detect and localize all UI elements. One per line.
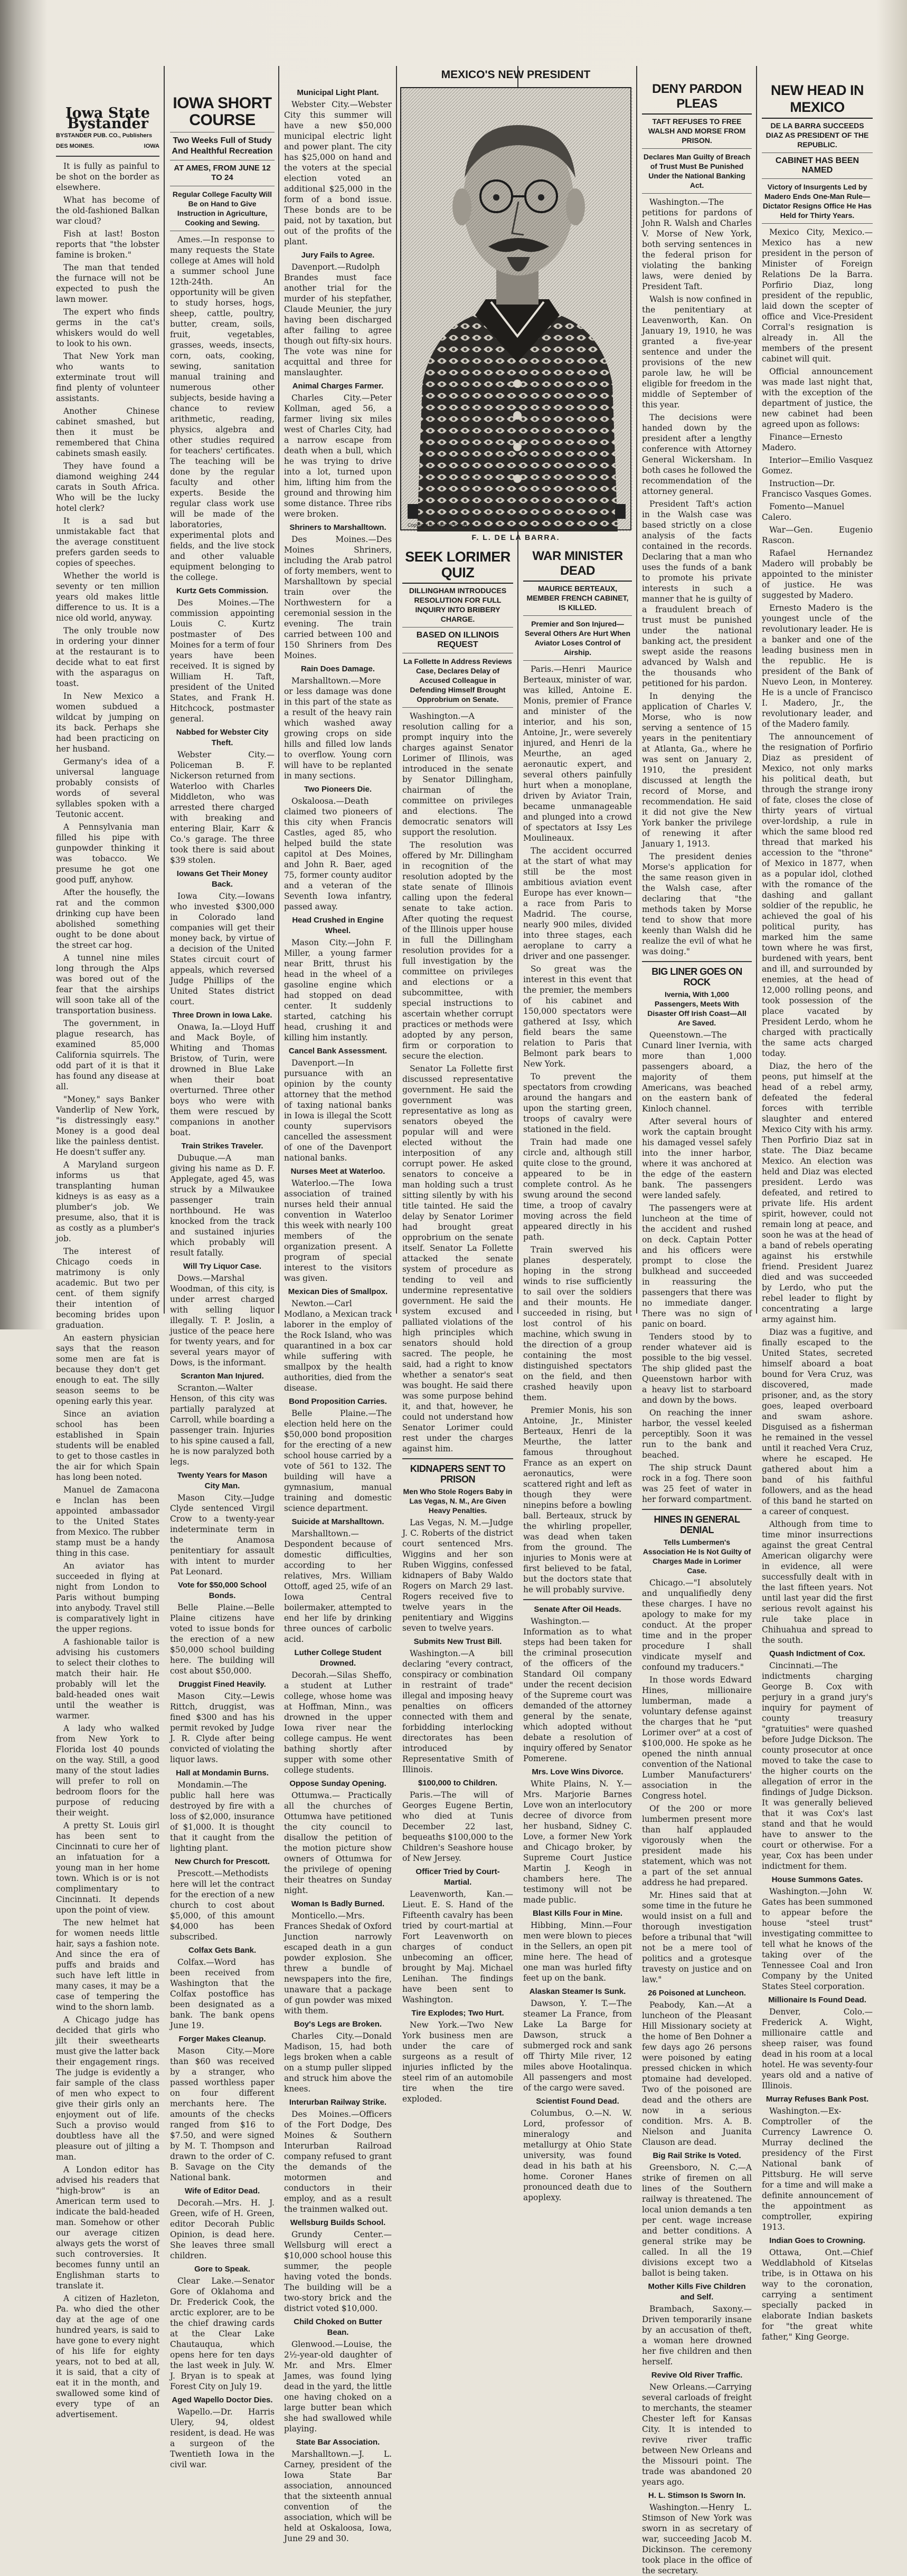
editorial-briefs-list [56, 161, 159, 2420]
editorial-brief: Fish at last! Boston reports that "the lobster famine is broken." [56, 229, 159, 260]
mexico-paragraph: Although from time to time minor insurrections against the great Central American oligarchy were in evidence, all were successfully dealt with in the last fifteen years. Not until last year did the first serious revolt against his rule take place in Chihuahua and spread to the south. [762, 1519, 873, 1645]
news-item-body: Mason City.—More than $60 was received by a stranger, who passed worthless paper on four different merchants here. The amounts of the checks ranged from $16 to $7.50, and were signed by M. T. Thompson and drawn to the order of C. B. Savage on the City National bank. [170, 2046, 275, 2182]
lorimer-paragraph: The resolution was offered by Mr. Dillingham in recognition of the resolution adopted by the state senate of Illinois calling upon the federal senate to take action. After quoting the request of the Illinois upper house in full the Dillingham resolution provides for a full investigation by the committee on privileges and elections or a subcommittee, with special instructions to ascertain whether corrupt practices or methods were adopted by any person, firm or corporation to secure the election. [402, 840, 513, 1061]
news-item-title: Indian Goes to Crowning. [769, 2236, 865, 2245]
deck-taft-refuses: TAFT REFUSES TO FREE WALSH AND MORSE FROM PRISON. [648, 117, 746, 145]
news-item-title: Colfax Gets Bank. [188, 1946, 257, 1955]
pardon-paragraph: Walsh is now confined in the penitentiary at Leavenworth, Kan. On January 19, 1910, he was granted a five-year sentence and under the provisions of the new parole law, he will be eligible for freedom in the middle of September of this year. [642, 294, 752, 410]
news-item-title: Nabbed for Webster City Theft. [176, 728, 269, 747]
war-paragraph: Train swerved his planes desperately, hoping in the strong winds to rise sufficiently to sail over the soldiers and their mounts. He succeeded in rising, but lost control of his machine, which swung in the direction of a group containing the most distinguished spectators on the field, and then crashed heavily upon them. [523, 1245, 632, 1402]
news-item-title: Three Drown in Iowa Lake. [172, 1011, 272, 1020]
news-item-body: Scranton.—Walter Henson, of this city was partially paralyzed at Carroll, while boarding a passenger train. Injuries to his spine caused a fall, he is now paralyzed both legs. [170, 1383, 275, 1467]
liner-paragraph: The ship struck Daunt rock in a fog. There soon was 25 feet of water in her forward compartment. [642, 1463, 752, 1504]
masthead-publisher-row [56, 130, 159, 141]
mexico-paragraph: Diaz, the hero of the peons, put himself at the head of a rebel army, defeated the federal forces with terrible slaughter and entered Mexico City with his army. Then Porfirio Diaz sat in state. The Diaz became Mexico. An election was held and Diaz was elected president. Lerdo was defeated, and retired to private life. His ardent spirit, however, could not remain long at peace, and soon he was at the head of a band of rebels operating against his erstwhile friend. President Juarez died and was succeeded by Lerdo, who put the rebel leader to flight by concentrating a large army against him. [762, 1061, 873, 1324]
news-item-body: Charles City.—Peter Kollman, aged 56, a farmer living six miles west of Charles City, had a narrow escape from death when a bull, which he was trying to drive into a lot, turned upon him, lifting him from the ground and throwing him some distance. Three ribs were broken. [284, 393, 392, 519]
liner-paragraph: On reaching the inner harbor, the vessel keeled perceptibly. Soon it was run to the bank and beached. [642, 1408, 752, 1460]
news-item-title: Alaskan Steamer Is Sunk. [529, 1987, 626, 1996]
news-item-body: Mason City.—John F. Miller, a young farmer near Britt, thrust his head in the wheel of a gasoline engine which had stopped on dead center. It suddenly started, catching his head, crushing it and killing him instantly. [284, 938, 392, 1042]
headline-new-head-mexico: NEW HEAD IN MEXICO [762, 82, 873, 119]
news-item-title: Two Pioneers Die. [304, 785, 372, 794]
news-item-body: Monticello.—Mrs. Frances Shedak of Oxford Junction narrowly escaped death in a gun powder explosion. She threw a bundle of newspapers into the fire, unaware that a package of gun powder was mixed with them. [284, 1911, 392, 2016]
editorial-brief: Manuel de Zamacona e Inclan has been appointed ambassador to the United States from Mexico. The rubber stamp must be a handy thing in this case. [56, 1485, 159, 1558]
editorial-brief: It is a sad but unmistakable fact that the average constituent prefers garden seeds to copies of speeches. [56, 516, 159, 568]
news-item-body: Waterloo.—The Iowa association of trained nurses held their annual convention in Waterloo this week with nearly 100 members of the organization present. A program of special interest to the visitors was given. [284, 1178, 392, 1283]
news-item-title: Aged Wapello Doctor Dies. [172, 2396, 273, 2404]
news-item-body: Des Moines.—Officers of the Fort Dodge, Des Moines & Southern Interurban Railroad company refused to grant the demands of the motormen and conductors in their employ, and as a result the trainmen walked out. [284, 2109, 392, 2214]
editorial-brief: The expert who finds germs in the cat's whiskers would do well to look to his own. [56, 307, 159, 348]
news-item-title: Suicide at Marshalltown. [291, 1517, 384, 1526]
editorial-brief: "Money," says Banker Vanderlip of New York, "is distressingly easy." Money is a good deal like the painless dentist. He doesn't suffer any. [56, 1095, 159, 1157]
news-item-body: Decorah.—Mrs. H. J. Green, wife of H. Green, editor Decorah Public Opinion, is dead here. She leaves three small children. [170, 2198, 275, 2260]
news-item-title: 26 Poisoned at Luncheon. [648, 1989, 746, 1998]
mexico-paragraph: Official announcement was made last night that, with the exception of the department of justice, the new cabinet had been agreed upon as follows: [762, 367, 873, 429]
editorial-brief: Another Chinese cabinet smashed, but then it must be remembered that China cabinets smash easily. [56, 406, 159, 458]
deck-premier-injured: Premier and Son Injured—Several Others Are Hurt When Aviator Loses Control of Airship. [524, 620, 631, 657]
war-paragraph: The accident occurred at the start of what may still be the most ambitious aviation event Europe has ever known—a race from Paris to Madrid. The course, nearly 900 miles, divided into three stages, each aeroplane to carry a driver and one passenger. [523, 846, 632, 961]
news-item-title: Twenty Years for Mason City Man. [177, 1471, 268, 1490]
news-item-body: Dubuque.—A man giving his name as D. F. Applegate, aged 45, was struck by a Milwaukee passenger train northbound. He was knocked from the track and sustained injuries which probably will result fatally. [170, 1153, 275, 1258]
column-lorimer [399, 549, 516, 2104]
war-paragraph: To prevent the spectators from crowding around the hangars and upon the starting green, troops of cavalry were stationed in the field. [523, 1072, 632, 1134]
column-editorial-briefs [53, 105, 163, 2419]
editorial-brief: A Maryland surgeon informs us that transplanting human kidneys is as easy as a plumber's job. We presume, also, that it is as costly as a plumber's job. [56, 1160, 159, 1243]
war-paragraph: So great was the interest in this event that the premier, the members of his cabinet and 150,000 spectators were gathered at Issy, which field bears the same relation to Paris that Belmont park bears to New York. [523, 964, 632, 1069]
hines-story [642, 1577, 752, 1985]
editorial-brief: That New York man who wants to exterminate trout will find plenty of volunteer assistants. [56, 351, 159, 403]
news-item-title: Woman Is Badly Burned. [291, 1899, 385, 1908]
hines-paragraph: Chicago.—"I absolutely and unqualifiedly deny these charges. I have no apology to make for my conduct. At the proper time and in the proper procedure I shall vindicate myself and confound my traducers." [642, 1578, 752, 1672]
news-item-body: Oskaloosa.—Death claimed two pioneers of this city when Francis Castles, aged 85, who helped build the state capitol at Des Moines, and John R. Baer, aged 75, former county auditor and a veteran of the Seventh Iowa infantry, passed away. [284, 796, 392, 911]
mexico-paragraph: Interior—Emilio Vasquez Gomez. [762, 455, 873, 476]
war-paragraph: Paris.—Henri Maurice Berteaux, minister of war, was killed, Antoine E. Monis, premier of France and minister of the interior, and his son, Antoine, Jr., were severely injured, and Henri de la Meurthe, an aged aeronautic expert, and several others painfully hurt when a monoplane, driven by Aviator Train, became unmanageable and plunged into a crowd of spectators at Issy Les Moulineaux. [523, 664, 632, 843]
column-pardon [639, 82, 755, 2575]
news-item-body: Webster City.—Webster City this summer will have a new $50,000 municipal electric light and power plant. The city has $25,000 on hand and the voters at the special election voted an additional $25,000 in the form of a bond issue. These bonds are to be paid, not by taxation, but out of the profits of the plant. [284, 100, 392, 246]
news-item-body: Washington.—A bill declaring "every contract, conspiracy or combination in restraint of trade" illegal and imposing heavy penalties on officers connected with them and forbidding interlocking directorates has been introduced by Representative Smith of Illinois. [402, 1649, 513, 1774]
column-6-briefs [642, 1988, 752, 2576]
news-item-body: Belle Plaine.—The election held here on the $50,000 bond proposition for the erecting of a new school house carried by a vote of 561 to 132. The building will have a gymnasium, manual training and domestic science department. [284, 1409, 392, 1513]
news-item-body: Dows.—Marshal Woodman, of this city, is under arrest charged with selling liquor illegally. T. P. Joslin, a justice of the peace here for twenty years, and for several years mayor of Dows, is the informant. [170, 1273, 275, 1367]
hines-paragraph: In those words Edward Hines, millionaire lumberman, made a voluntary defense against the charges that he "put Lorimer over" at a cost of $100,000. He spoke as he opened the ninth annual convention of the National Lumber Manufacturers' association in the Congress hotel. [642, 1675, 752, 1801]
lorimer-paragraph: Senator La Follette first discussed representative government. He said the government was representative as long as senators obeyed the popular will and were elected without the interposition of any corrupt power. He asked senators to conceive a man holding such a trust sitting silently by with his title tainted. He said the delay by Senator Lorimer had brought great opprobrium on the senate itself. Senator La Follette attacked the senate system of procedure as tending to veil and undermine representative government. He said the system excused and palliated violations of the high principles which senators should hold sacred. The people, he said, had a right to know whether a senator's seat was bought. He said there was some purpose behind it, and that, however, he could not understand how Senator Lorimer could rest under the charges against him. [402, 1064, 513, 1453]
news-item-title: Mrs. Love Wins Divorce. [532, 1767, 623, 1776]
news-item-title: House Summons Gates. [771, 1875, 863, 1884]
news-item-title: Murray Refuses Bank Post. [766, 2095, 869, 2104]
news-item-title: Hall at Mondamin Burns. [176, 1769, 269, 1777]
editorial-brief: After the housefly, the rat and the common drinking cup have been abolished something ought to be done about the street car hog. [56, 888, 159, 950]
news-item-title: Big Rail Strike Is Voted. [653, 2151, 741, 2160]
lorimer-story [402, 711, 513, 1454]
editorial-brief: Since an aviation school has been established in Spain students will be enabled to get to those castles in the air for which Spain has long been noted. [56, 1409, 159, 1482]
news-item-body: Mason City.—Judge Clyde sentenced Virgil Crow to a twenty-year indeterminate term in the Anamosa penitentiary for assault with intent to murder Pat Leonard. [170, 1493, 275, 1576]
deck-dillingham: DILLINGHAM INTRODUCES RESOLUTION FOR FULL INQUIRY INTO BRIBERY CHARGE. [409, 586, 507, 623]
deck-de-la-barra: DE LA BARRA SUCCEEDS DIAZ AS PRESIDENT OF THE REPUBLIC. [766, 121, 869, 149]
news-item-body: Greensboro, N. C.—A strike of firemen on all lines of the Southern railway is threatened. The local union demands a ten per cent. wage increase and better conditions. A general strike may be called. In all the 19 divisions except two a ballot is being taken. [642, 2163, 752, 2278]
news-item-body: Washington.—Henry L. Stimson of New York was sworn in as secretary of war, succeeding Jacob M. Dickinson. The ceremony took place in the office of the secretary. [642, 2503, 752, 2575]
editorial-brief: They have found a diamond weighing 244 carats in South Africa. Who will be the lucky hotel clerk? [56, 461, 159, 513]
pardon-paragraph: Washington.—The petitions for pardons of John R. Walsh and Charles V. Morse of New York, both serving sentences in the federal prison for violating the banking laws, were denied by President Taft. [642, 197, 752, 291]
headline-iowa-short-course: IOWA SHORT COURSE [173, 94, 272, 129]
news-item-title: Tire Explodes; Two Hurt. [411, 2009, 504, 2018]
news-item-body: Davenport.—Rudolph Brandes must face another trial for the murder of his stepfather, Claude Meunier, the jury having been discharged after failing to agree though out fifty-six hours. The vote was nine for acquittal and three for manslaughter. [284, 262, 392, 377]
news-item-title: Senate After Oil Heads. [534, 1605, 621, 1614]
news-item-body: Decorah.—Silas Sheffo, a student at Luther college, whose home was at Hoffman, Minn., was drowned in the upper Iowa river near the college campus. He went bathing shortly after supper with some other college students. [284, 1670, 392, 1775]
news-item-title: Forger Makes Cleanup. [178, 2035, 266, 2043]
editorial-brief: It is fully as painful to be shot on the border as elsewhere. [56, 161, 159, 192]
news-item-title: H. L. Stimson Is Sworn In. [648, 2491, 746, 2500]
news-item-body: Hibbing, Minn.—Four men were blown to pieces in the Sellers, an open pit mine here. The head of one man was hurled fifty feet up on the bank. [523, 1921, 632, 1983]
news-item-title: Vote for $50,000 School Bonds. [177, 1581, 267, 1600]
news-item-body: Grundy Center.—Wellsburg will erect a $10,000 school house this summer, the people having voted the bonds. The building will be a two-story brick and the district voted $10,000. [284, 2230, 392, 2313]
news-item-body: Charles City.—Donald Madison, 15, had both legs broken when a cable on a stump puller slipped and struck him above the knees. [284, 2031, 392, 2094]
news-item-title: Luther College Student Drowned. [294, 1648, 382, 1668]
news-item-body: Des Moines.—Des Moines Shriners, including the Arab patrol of forty members, went to Marshalltown by special train over the Northwestern for a ceremonial session in the evening. The train carried between 100 and 150 Shriners from Des Moines. [284, 535, 392, 660]
news-item-title: Druggist Fined Heavily. [178, 1680, 266, 1689]
news-item-title: Cancel Bank Assessment. [288, 1047, 388, 1056]
editorial-brief: A citizen of Hazleton, Pa. who died the other day at the age of one hundred years, is said to have gone to every night of his life for eighty years, not to bed at all, it is said, that a city of eat it in the month, and swallowed some kind of every type of an advertisement. [56, 2294, 159, 2419]
column-rule [756, 66, 757, 1314]
news-item-body: New York.—Two New York business men are under the care of surgeons as a result of injuries inflicted by the steel rim of an automobile tire when the tire exploded. [402, 2020, 513, 2104]
war-paragraph: Premier Monis, his son Antoine, Jr., Minister Berteaux, Henri de la Meurthe, the latter famous throughout France as an expert on aeronautics, were scattered right and left as though they were ninepins before a bowling ball. Berteaux, struck by the whirling propeller, was dead when taken from the ground. The injuries to Monis were at first believed to be fatal, but the doctors state that he will probably survive. [523, 1405, 632, 1594]
news-item-body: Glenwood.—Louise, the 2½-year-old daughter of Mr. and Mrs. Elmer James, was found lying dead in the yard, the little one having choked on a large butter bean which she had swallowed while playing. [284, 2340, 392, 2434]
lorimer-paragraph: Washington.—A resolution calling for a prompt inquiry into the charges against Senator Lorimer of Illinois, was introduced in the senate by Senator Dillingham, chairman of the committee on privileges and elections. The democratic senators will support the resolution. [402, 711, 513, 837]
news-item-title: Revive Old River Traffic. [651, 2371, 743, 2380]
column-rule [164, 66, 165, 1314]
mexico-paragraph: Diaz was a fugitive, and finally escaped to the United States, secreted himself aboard a boat bound for Vera Cruz, was discovered, made prisoner, and, as the story goes, leaped overboard and swam ashore. Disguised as a fisherman he remained in the vessel until it reached Vera Cruz, where he escaped. He gathered about him a band of his faithful followers, and as the head of this band he started on a career of conquest. [762, 1327, 873, 1516]
news-item-title: Mexican Dies of Smallpox. [288, 1287, 388, 1296]
news-item-body: Columbus, O.—N. W. Lord, professor of mineralogy and metallurgy at Ohio State university, was found dead in his bath at his home. Coroner Hanes pronounced death due to apoplexy. [523, 2108, 632, 2202]
iowa-short-course-lead: Ames.—In response to many requests the State college at Ames will hold a summer school June 12th-24th. An opportunity will be given to study horses, hogs, sheep, cattle, poultry, butter, cream, soils, fruit, vegetables, grasses, weeds, insects, corn, oats, cooking, sewing, sanitation manual training and numerous other subjects, beside having a chance to review arithmetic, reading, physics, algebra and other studies required for teachers' certificates. The teaching will be done by the regular faculty and other experts. Beside the regular class work use will be made of the laboratories, experimental plots and fields, and the live stock and other valuable equipment belonging to the college. [170, 235, 275, 582]
pardon-paragraph: In denying the application of Charles V. Morse, who is now serving a sentence of 15 years in the penitentiary at Atlanta, Ga., where he was sent on January 2, 1910, the president discussed at length the record of Morse, and recommendation. He said it did not give the New York banker the privilege of renewing it after January 1, 1913. [642, 691, 752, 849]
kidnapers-story: Las Vegas, N. M.—Judge J. C. Roberts of the district court sentenced Mrs. Wiggins and her son Ruben Wiggins, confessed kidnapers of Baby Waldo Rogers on March 29 last. Rogers received five to twelve years in the penitentiary and Wiggins seven to twelve years. [402, 1518, 513, 1633]
mexico-paragraph: Fomento—Manuel Calero. [762, 502, 845, 522]
news-item-body: Belle Plaine.—Belle Plaine citizens have voted to issue bonds for the erection of a new $50,000 school building here. The building will cost about $50,000. [170, 1603, 275, 1676]
news-item-title: Wellsburg Builds School. [290, 2218, 386, 2227]
news-item-body: Cincinnati.—The indictments charging George B. Cox with perjury in a grand jury's inquiry for payment of county treasury "gratuities" were quashed before Judge Dickson. The county prosecutor at once moved to take the case to the higher courts on the allegation of error in the findings of Judge Dickson. It was generally believed that it was Cox's last stand and that he would have to answer to the court or otherwise. For a year, Cox has been under indictment for them. [762, 1661, 873, 1871]
editorial-brief: A pretty St. Louis girl has been sent to Cincinnati to cure her of an infatuation for a young man in her home town. Which is or is not complimentary to Cincinnati. It depends upon the point of view. [56, 1821, 159, 1915]
news-item-body: Washington.—John W. Gates has been summoned to appear before the house "steel trust" investigating committee to tell what he knows of the taking over of the Tennessee Coal and Iron Company by the United States Steel corporation. [762, 1887, 873, 1991]
photo-credit: Copyright by Harris & Ewing [408, 522, 467, 528]
headline-deny-pardon-pleas: DENY PARDON PLEAS [642, 82, 752, 115]
news-item-body: Davenport.—In pursuance with an opinion by the county attorney that the method of taxing national banks in Iowa is illegal the Scott county supervisors cancelled the assessment of one of the Davenport national banks. [284, 1058, 392, 1163]
news-item-title: Head Crushed in Engine Wheel. [292, 916, 384, 935]
news-item-title: Oppose Sunday Opening. [289, 1779, 386, 1788]
news-item-body: Paris.—The will of Georges Eugene Bertin, who died at Tunis December 22 last, bequeaths $100,000 to the Children's Seashore house of New Jersey. [402, 1790, 513, 1863]
news-item-title: Nurses Meet at Waterloo. [290, 1167, 385, 1176]
deck-cabinet-named: CABINET HAS BEEN NAMED [775, 156, 859, 175]
editorial-brief: An aviator has succeeded in flying at night from London to Paris without bumping into anybody. Travel still is comparatively light in the upper regions. [56, 1561, 159, 1634]
news-item-title: Boy's Legs are Broken. [294, 2020, 382, 2029]
deck-iowa-short-course: Two Weeks Full of Study And Healthful Recreation [172, 136, 273, 156]
news-item-title: Will Try Liquor Case. [183, 1262, 262, 1271]
news-item-title: Municipal Light Plant. [297, 88, 379, 97]
editorial-brief: The man that tended the furnace will not be expected to push the lawn mower. [56, 263, 159, 304]
news-item-title: Child Choked on Butter Bean. [294, 2317, 382, 2337]
pardon-paragraph: President Taft's action in the Walsh case was based strictly on a close analysis of the facts contained in the records. Declaring that a man who uses the funds of a bank to promote his private interests in such a manner that he is guilty of a fraudulent breach of trust must be punished under the national banking act, the president swept aside the reasons advanced by Walsh and the thousands who petitioned for his pardon. [642, 499, 752, 688]
editorial-brief: A Pennsylvania man filled his pipe with gunpowder thinking it was tobacco. We presume he got one good puff, anyhow. [56, 822, 159, 885]
masthead-location-row [56, 141, 159, 151]
editorial-brief: The only trouble now in ordering your dinner at the restaurant is to decide what to eat first with the asparagus on toast. [56, 626, 159, 688]
news-item-body: Iowa City.—Iowans who invested $300,000 in Colorado land companies will get their money back, by virtue of a decision of the United States circuit court of appeals, which reversed Judge Phillips of the United States district court. [170, 891, 275, 1006]
mexico-paragraph: War—Gen. Eugenio Rascon. [762, 525, 873, 545]
news-item-title: Submits New Trust Bill. [413, 1637, 502, 1646]
news-item-title: Millionaire Is Found Dead. [768, 1995, 866, 2004]
news-item-title: Train Strikes Traveler. [181, 1142, 263, 1151]
hines-paragraph: Mr. Hines said that at some time in the future he would insist on a full and thorough investigation before a tribunal that "will not be a mere tool of politics and a grotesque travesty on justice and on law." [642, 1890, 752, 1984]
news-item-body: Wapello.—Dr. Harris Ulery, 94, oldest resident, is dead. He was a surgeon of the Twentieth Iowa in the civil war. [170, 2407, 275, 2469]
news-item-title: Bond Proposition Carries. [289, 1397, 387, 1406]
headline-big-liner: BIG LINER GOES ON ROCK [651, 966, 742, 987]
editorial-brief: In New Mexico a women subdued a wildcat by jumping on its back. Perhaps she had been practicing on her husband. [56, 691, 159, 754]
headline-seek-lorimer-quiz: SEEK LORIMER QUIZ [402, 549, 513, 584]
mexico-paragraph: Mexico City, Mexico.—Mexico has a new president in the person of Minister of Foreign Relations De la Barra. Porfirio Diaz, long president of the republic, laid down the scepter of office and Vice-President Corral's resignation is already in. All the members of the present cabinet will quit. [762, 227, 873, 364]
column-5-briefs [523, 1604, 632, 2203]
editorial-brief: The government, in plague research, has examined 85,000 California squirrels. The odd part of it is that it has found any disease at all. [56, 1019, 159, 1091]
deck-la-follette: La Follette In Address Reviews Case, Declares Delay of Accused Colleague in Defending Himself Brought Opprobrium on Senate. [403, 657, 512, 704]
news-item-body: White Plains, N. Y.—Mrs. Marjorie Barnes Love won an interlocutory decree of divorce from her husband, Sidney C. Love, a former New York and Chicago broker, by Supreme Court Justice Martin J. Keogh in chambers here. The testimony will not be made public. [523, 1779, 632, 1905]
column-rule [396, 66, 397, 1314]
news-item-title: New Church for Prescott. [174, 1857, 270, 1866]
mexico-paragraph: Finance—Ernesto Madero. [762, 432, 843, 452]
news-item-body: Marshalltown.—Despondent because of domestic difficulties, according to her relatives, Mrs. William Ottoff, aged 25, wife of an Iowa Central boilermaker, attempted to end her life by drinking three ounces of carbolic acid. [284, 1529, 392, 1644]
editorial-brief: A fashionable tailor is advising his customers to select their clothes to match their hair. He probably will let the bald-headed ones wait until the weather is warmer. [56, 1637, 159, 1720]
masthead-publisher: BYSTANDER PUB. CO., Publishers [56, 132, 152, 139]
mexico-story [762, 227, 873, 1646]
war-minister-story [523, 664, 632, 1595]
news-item-body: Clear Lake.—Senator Gore of Oklahoma and Dr. Frederick Cook, the arctic explorer, are to be the chief drawing cards at the Clear Lake Chautauqua, which opens here for ten days the last week in July. W. J. Bryan is to speak at Forest City on July 19. [170, 2276, 275, 2391]
deck-lumbermen: Tells Lumbermen's Association He Is Not Guilty of Charges Made in Lorimer Case. [643, 1538, 751, 1575]
pardon-paragraph: The decisions were handed down by the president after a lengthy conference with Attorney General Wickersham. In both cases he followed the recommendation of the attorney general. [642, 413, 752, 496]
news-item-title: Blast Kills Four in Mine. [532, 1909, 623, 1918]
news-item-title: Mother Kills Five Children and Self. [648, 2282, 746, 2302]
portrait-de-la-barra [400, 87, 631, 530]
headline-kidnapers: KIDNAPERS SENT TO PRISON [410, 1463, 506, 1485]
deck-berteaux: MAURICE BERTEAUX, MEMBER FRENCH CABINET, IS KILLED. [526, 584, 629, 612]
editorial-brief: What has become of the old-fashioned Balkan war cloud? [56, 195, 159, 226]
photo-caption: F. L. DE LA BARRA. [471, 533, 560, 541]
column-war-minister [520, 549, 635, 2202]
news-item-title: Officer Tried by Court-Martial. [415, 1867, 500, 1887]
news-item-title: Kurtz Gets Commission. [176, 586, 269, 595]
news-item-title: Scientist Found Dead. [536, 2097, 619, 2106]
editorial-brief: The interest of Chicago coeds in matrimony is only academic. But two per cent. of them signify their intention of becoming brides upon graduation. [56, 1247, 159, 1330]
deck-college-faculty: Regular College Faculty Will Be on Hand to Give Instruction in Agriculture, Cooking and Sewing. [172, 190, 272, 227]
news-item-body: Brambach, Saxony.—Driven temporarily insane by an accusation of theft, a woman here drowned her five children and then herself. [642, 2304, 752, 2366]
deck-breach-of-trust: Declares Man Guilty of Breach of Trust Must Be Punished Under the National Banking Act. [643, 153, 751, 189]
liner-story [642, 1030, 752, 1505]
iowa-news-items-2 [284, 88, 392, 2544]
news-item-title: Shriners to Marshalltown. [289, 523, 386, 532]
editorial-brief: A London editor has advised his readers that "high-brow" is an American term used to indicate the bald-headed man. Somehow or other our average citizen always gets the worst of such controversies. It becomes funny until an Englishman starts to translate it. [56, 2165, 159, 2290]
news-item-body: New Orleans.—Carrying several carloads of freight to merchants, the steamer Chester left for Kansas City. It is intended to revive river traffic between New Orleans and the Missouri point. The trade was abandoned 20 years ago. [642, 2382, 752, 2487]
news-item-body: Dawson, Y. T.—The steamer La France, from Lake La Barge for Dawson, struck a submerged rock and sank off Thirty Mile river, 12 miles above Hootalinqua. All passengers and most of the cargo were saved. [523, 1999, 632, 2093]
column-mexico [759, 82, 876, 2342]
news-item-body: Washington.—Ex-Comptroller of the Currency Lawrence O. Murray declined the presidency of the First National bank of Pittsburg. He will serve for a time and will make a definite announcement of the appointment as comptroller, expiring 1913. [762, 2106, 873, 2232]
pardon-story [642, 197, 752, 957]
news-item-title: Wife of Editor Dead. [184, 2187, 260, 2195]
mexico-paragraph: Ernesto Madero is the youngest uncle of the revolutionary leader. He is a banker and one of the leading business men in the republic. He is president of the Bank of Nuevo Leon, in Monterey. He is a uncle of Francisco I. Madero, Jr., the revolutionary leader, and of the Madero family. [762, 603, 873, 729]
news-item-body: Webster City.—Policeman B. F. Nickerson returned from Waterloo with Charles Middleton, who was arrested there charged with breaking and entering Blair, Karr & Co.'s garage. The three took there is said about $39 stolen. [170, 750, 275, 865]
iowa-news-items [170, 586, 275, 2470]
portrait-illustration [401, 88, 632, 531]
masthead [56, 105, 159, 157]
news-item-body: Marshalltown.—More or less damage was done in this part of the state as a result of the heavy rain which washed away growing crops on side hills and filled low lands to overflow. Young corn will have to be replanted in many sections. [284, 676, 392, 781]
news-item-title: Iowans Get Their Money Back. [176, 869, 268, 889]
column-iowa-news-2 [281, 84, 395, 2543]
column-4-briefs [402, 1637, 513, 2104]
news-item-title: Quash Indictment of Cox. [769, 1649, 865, 1658]
deck-kidnapers: Men Who Stole Rogers Baby in Las Vegas, N. M., Are Given Heavy Penalties. [403, 1487, 513, 1515]
pardon-paragraph: The president denies Morse's application for the same reason given in the Walsh case, after declaring that "the methods taken by Morse tend to show that more keenly than Walsh did he realize the evil of what he was doing." [642, 852, 752, 956]
mexico-paragraph: Instruction—Dr. Francisco Vasques Gomes. [762, 479, 872, 499]
headline-hines-denial: HINES IN GENERAL DENIAL [654, 1514, 740, 1535]
news-item-body: Colfax.—Word has been received from Washington that the Colfax postoffice has been designated as a bank. The bank opens June 19. [170, 1957, 275, 2030]
column-7-briefs [762, 1649, 873, 2342]
news-item-title: Rain Does Damage. [300, 664, 375, 673]
mexico-paragraph: The announcement of the resignation of Porfirio Diaz as president of Mexico, not only marks his political death, but through the strange irony of fate, closes the close of thirty years of virtual over-lordship, a rule in which the same blood red thread that marked his accession to the "throne" of Mexico in 1877, when as a popular idol, clothed with the romance of the dashing and gallant soldier of the republic, he achieved the goal of his political purity, has marked him the same town where he was first, burdened with years, bent and ill, and surrounded by enemies, at the head of 12,000 rolling peons, and took possession of the place vacated by President Lerdo, whom he charged with practically the same acts charged today. [762, 732, 873, 1058]
news-item-body: Denver, Colo.—Frederick A. Wight, millionaire cattle and sheep raiser, was found dead in his room at a local hotel. He was seventy-four years old and a native of Illinois. [762, 2007, 873, 2090]
editorial-brief: The new helmet hat for women needs little hair, says a fashion note. And since the era of puffs and braids and such have left little in many cases, it may be a case of tempering the wind to the shorn lamb. [56, 1918, 159, 2012]
news-item-title: Animal Charges Farmer. [292, 382, 384, 391]
news-item-body: Des Moines.—The commission appointing Louis C. Kurtz postmaster of Des Moines for a term of four years have been received. It is signed by William H. Taft, president of the United States, and Frank H. Hitchcock, postmaster general. [170, 598, 275, 724]
column-iowa-news [167, 94, 278, 2469]
liner-paragraph: Queenstown.—The Cunard liner Ivernia, with more than 1,000 passengers aboard, a majority of them Americans, was beached on the eastern bank of Kinloch channel. [642, 1030, 752, 1114]
masthead-title: Iowa State Bystander [65, 105, 150, 132]
deck-ames-dates: AT AMES, FROM JUNE 12 TO 24 [174, 164, 271, 182]
news-item-body: Newton.—Carl Modlano, a Mexican track laborer in the employ of the Rock Island, who was quarantined in a box car while suffering with smallpox by the health authorities, died from the disease. [284, 1299, 392, 1393]
news-item-body: Peabody, Kan.—At a luncheon of the Pleasant Hill Missionary society at the home of Ben Dohner a few days ago 26 persons were poisoned by eating pressed chicken in which ptomaine had developed. Two of the poisoned are dead and the others are now in a serious condition. Mrs. A. B. Nielson and Juanita Clauson are dead. [642, 2000, 752, 2147]
news-item-body: Leavenworth, Kan.—Lieut. E. S. Hand of the Fifteenth cavalry has been tried by court-martial at Fort Leavenworth on charges of conduct unbecoming an officer, brought by Maj. Michael Lenihan. The findings have been sent to Washington. [402, 1889, 513, 2004]
news-item-body: Washington.—Information as to what steps had been taken for the criminal prosecution of the officers of the Standard Oil company under the recent decision of the Supreme court was demanded of the attorney general by the senate, which adopted without debate a resolution of inquiry offered by Senator Pomerene. [523, 1617, 632, 1763]
column-rule [636, 66, 637, 1314]
editorial-brief: A tunnel nine miles long through the Alps was bored out of the fear that the airships will soon take all of the transportation business. [56, 953, 159, 1015]
news-item-title: $100,000 to Children. [418, 1779, 498, 1788]
news-item-title: Gore to Speak. [194, 2265, 250, 2274]
news-item-body: Marshalltown.—J. L. Carney, president of the Iowa State Bar association, announced that the sixteenth annual convention of the association, which will be held at Oskaloosa, Iowa, June 29 and 30. [284, 2449, 392, 2543]
news-item-title: State Bar Association. [296, 2438, 380, 2447]
editorial-brief: An eastern physician says that the reason some men are fat is because they don't get enough to eat. The silly season seems to be opening early this year. [56, 1333, 159, 1406]
headline-war-minister-dead: WAR MINISTER DEAD [523, 549, 632, 582]
masthead-state: IOWA [144, 143, 159, 149]
news-item-title: Jury Fails to Agree. [301, 251, 375, 260]
liner-paragraph: The passengers were at luncheon at the time of the accident and rushed on deck. Captain Potter and his officers were prompt to close the bulkhead and succeeded in reassuring the passengers that there was no immediate danger. There was no sign of panic on board. [642, 1203, 752, 1329]
news-item-title: Scranton Man Injured. [181, 1372, 264, 1381]
mexico-paragraph: Rafael Hernandez Madero will probably be appointed to the minister of justice. He was suggested by Madero. [762, 548, 873, 600]
news-item-title: Interurban Railway Strike. [289, 2098, 387, 2107]
editorial-brief: A lady who walked from New York to Florida lost 40 pounds on the way. Still, a good many of the stout ladies will prefer to roll on bedroom floors for the purpose of reducing their weight. [56, 1724, 159, 1818]
news-item-body: Prescott.—Methodists here will let the contract for the erection of a new church to cost about $5,000, of this amount $4,000 has been subscribed. [170, 1869, 275, 1942]
photo-title: MEXICO'S NEW PRESIDENT [441, 69, 591, 81]
news-item-body: Onawa, Ia.—Lloyd Huff and Mack Boyle, of Whiting and Thomas Bristow, of Turin, were drowned in Blue Lake when their boat overturned. Three other boys who were with them were rescued by companions in another boat. [170, 1022, 275, 1137]
column-rule [278, 66, 279, 1314]
deck-insurgents: Victory of Insurgents Led by Madero Ends One-Man Rule—Dictator Resigns Office He Has Held for Thirty Years. [762, 183, 872, 220]
news-item-body: Ottumwa.— Practically all the churches of Ottumwa have petitioned the city council to disallow the petition of the motion picture show owners of Ottumwa for the privilege of opening their theatres on Sunday night. [284, 1791, 392, 1895]
editorial-brief: Whether the world is seventy or ten million years old makes little difference to us. It is a nice old world, anyway. [56, 571, 159, 623]
deck-ivernia: Ivernia, With 1,000 Passengers, Meets With Disaster Off Irish Coast—All Are Saved. [647, 990, 747, 1027]
news-item-body: Mason City.—Lewis Rittch, druggist, was fined $300 and has his permit revoked by Judge J. R. Clyde after being convicted of violating the liquor laws. [170, 1691, 275, 1764]
hines-paragraph: Of the 200 or more lumbermen present more than half applauded vigorously when the president made his statement, which was not a part of the set annual address he had prepared. [642, 1804, 752, 1887]
liner-paragraph: After several hours of work the captain brought his damaged vessel safely into the inner harbor, where it was anchored at the edge of the eastern bank. The passengers were landed safely. [642, 1117, 752, 1200]
news-item-body: Mondamin.—The public hall here was destroyed by fire with a loss of $2,000, insurance of $1,000. It is thought that it caught from the lighting plant. [170, 1780, 275, 1853]
deck-illinois-request: BASED ON ILLINOIS REQUEST [416, 631, 499, 649]
masthead-city: DES MOINES. [56, 143, 95, 149]
editorial-brief: Germany's idea of a universal language probably consists of words of several syllables spoken with a Teutonic accent. [56, 757, 159, 819]
news-item-body: Ottawa, Ont.—Chief Weddlabhold of Kitselas tribe, is in Ottawa on his way to the coronation, carrying a sentiment specially packed in elaborate Indian baskets for "the great white father," King George. [762, 2248, 873, 2342]
editorial-brief: A Chicago judge has decided that girls who jilt their sweethearts must give the latter back their engagement rings. The judge is evidently a fair sample of the class of men who expect to give their girls only an enjoyment out of life. Such a proviso would doubtless have all the pleasure out of jilting a man. [56, 2015, 159, 2162]
war-paragraph: Train had made one circle and, although still quite close to the ground, appeared to be in complete control. As he swung around the second time, a troop of cavalry moving across the field appeared directly in his path. [523, 1137, 632, 1242]
liner-paragraph: Tenders stood by to render whatever aid is possible to the big vessel. The ship glided past the Queenstown harbor with a heavy list to starboard and down by the bows. [642, 1332, 752, 1405]
